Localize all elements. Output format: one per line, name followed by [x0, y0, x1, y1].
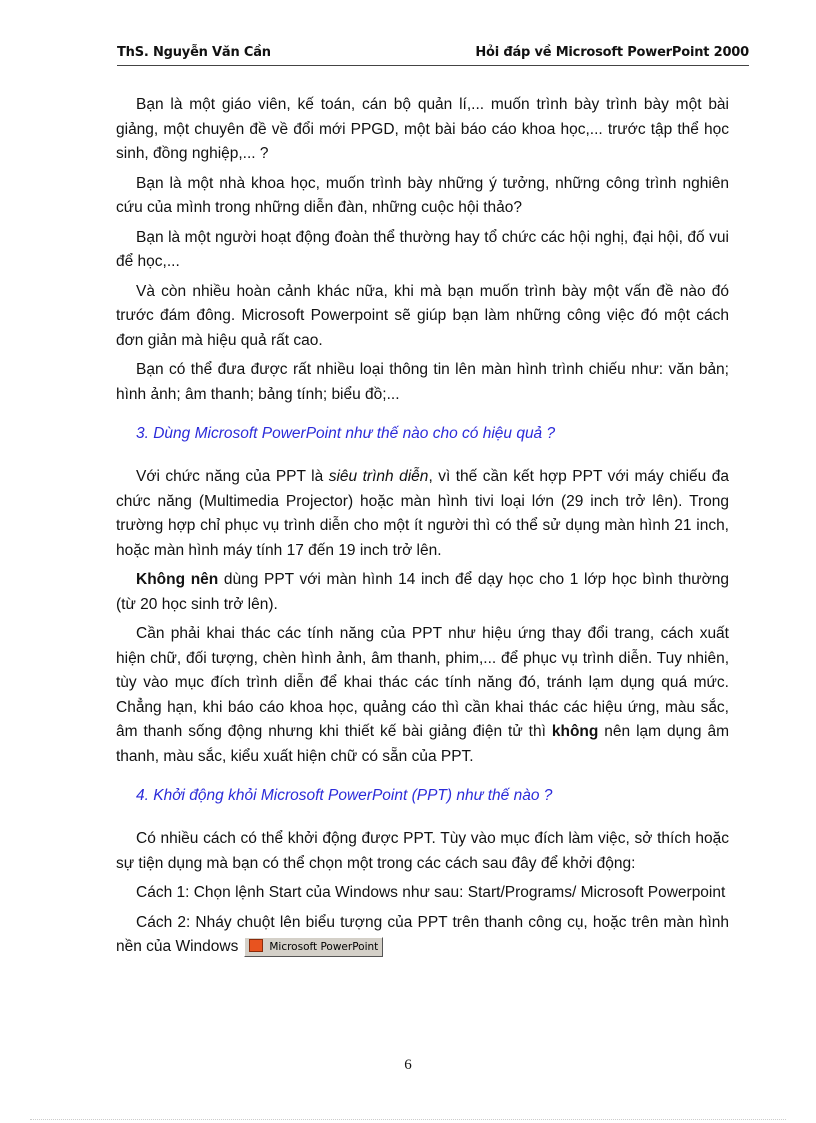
intro-paragraph-3: Bạn là một người hoạt động đoàn thể thường hay tổ chức các hội nghị, đại hội, đố vui để học,... [116, 228, 729, 270]
section-4-heading: 4. Khởi động khỏi Microsoft PowerPoint (PPT) như thế nào ? [136, 787, 553, 804]
emphasis-run: siêu trình diễn [328, 468, 429, 485]
text-run: dùng PPT với màn hình 14 inch để dạy học cho 1 lớp học bình thường (từ 20 học sinh trở lên). [116, 571, 730, 613]
text-run: Với chức năng của PPT là [136, 468, 329, 485]
section-3-paragraph-1 [116, 465, 729, 563]
section-4-paragraph-3 [116, 911, 729, 960]
footer-divider [30, 1119, 786, 1120]
intro-paragraph-1: Bạn là một giáo viên, kế toán, cán bộ quản lí,... muốn trình bày trình bày một bài giảng, một chuyên đề về đổi mới PPGD, một bài báo cáo khoa học,... trước tập thể học sinh, đồng nghiệp,... ? [116, 96, 729, 162]
text-run: nên lạm dụng âm thanh, màu sắc, kiểu xuất hiện chữ có sẵn của PPT. [116, 723, 729, 765]
powerpoint-taskbar-button[interactable] [244, 937, 383, 957]
page-body [116, 93, 729, 960]
section-4-paragraph-1: Có nhiều cách có thể khởi động được PPT. Tùy vào mục đích làm việc, sở thích hoặc sự tiện dụng mà bạn có thể chọn một trong các cách sau đây để khởi động: [116, 830, 729, 872]
section-3-paragraph-2 [116, 568, 729, 617]
section-4-paragraph-2: Cách 1: Chọn lệnh Start của Windows như sau: Start/Programs/ Microsoft Powerpoint [136, 884, 726, 901]
header-author: ThS. Nguyễn Văn Cần [117, 45, 271, 60]
intro-paragraph-5: Bạn có thể đưa được rất nhiều loại thông tin lên màn hình trình chiếu như: văn bản; hình ảnh; âm thanh; bảng tính; biểu đồ;... [116, 361, 729, 403]
page-number: 6 [404, 1057, 412, 1073]
bold-run: Không nên [136, 571, 219, 588]
taskbar-button-label: Microsoft PowerPoint [269, 940, 379, 953]
intro-paragraph-4: Và còn nhiều hoàn cảnh khác nữa, khi mà bạn muốn trình bày một vấn đề nào đó trước đám đông. Microsoft Powerpoint sẽ giúp bạn làm những công việc đó một cách đơn giản mà hiệu quả rất cao. [116, 282, 729, 349]
text-run: Cần phải khai thác các tính năng của PPT như hiệu ứng thay đổi trang, cách xuất hiện chữ, đối tượng, chèn hình ảnh, âm thanh, phim,... để phục vụ trình diễn. Tuy nhiên, tùy vào mục đích trình diễn để khai thác các tính năng đó, tránh lạm dụng quá mức. Chẳng hạn, khi báo cáo khoa học, quảng cáo thì cần khai thác các hiệu ứng, màu sắc, âm thanh sống động nhưng khi thiết kế bài giảng điện tử thì [116, 625, 729, 740]
section-3-paragraph-3 [116, 622, 729, 769]
bold-run: không [551, 723, 599, 740]
powerpoint-icon [249, 939, 263, 952]
section-3-heading: 3. Dùng Microsoft PowerPoint như thế nào cho có hiệu quả ? [136, 425, 556, 442]
page-header [117, 43, 749, 66]
intro-paragraph-2: Bạn là một nhà khoa học, muốn trình bày những ý tưởng, những công trình nghiên cứu của mình trong những diễn đàn, những cuộc hội thảo? [116, 174, 729, 216]
header-book-title: Hỏi đáp về Microsoft PowerPoint 2000 [475, 45, 749, 60]
text-run: Cách 2: Nháy chuột lên biểu tượng của PPT trên thanh công cụ, hoặc trên màn hình nền của Windows [116, 913, 729, 955]
text-run: , vì thế cần kết hợp PPT với máy chiếu đa chức năng (Multimedia Projector) hoặc màn hình tivi loại lớn (29 inch trở lên). Trong trường hợp chỉ phục vụ trình diễn cho một ít người thì có thể sử dụng màn hình 21 inch, hoặc màn hình máy tính 17 đến 19 inch trở lên. [116, 468, 729, 559]
